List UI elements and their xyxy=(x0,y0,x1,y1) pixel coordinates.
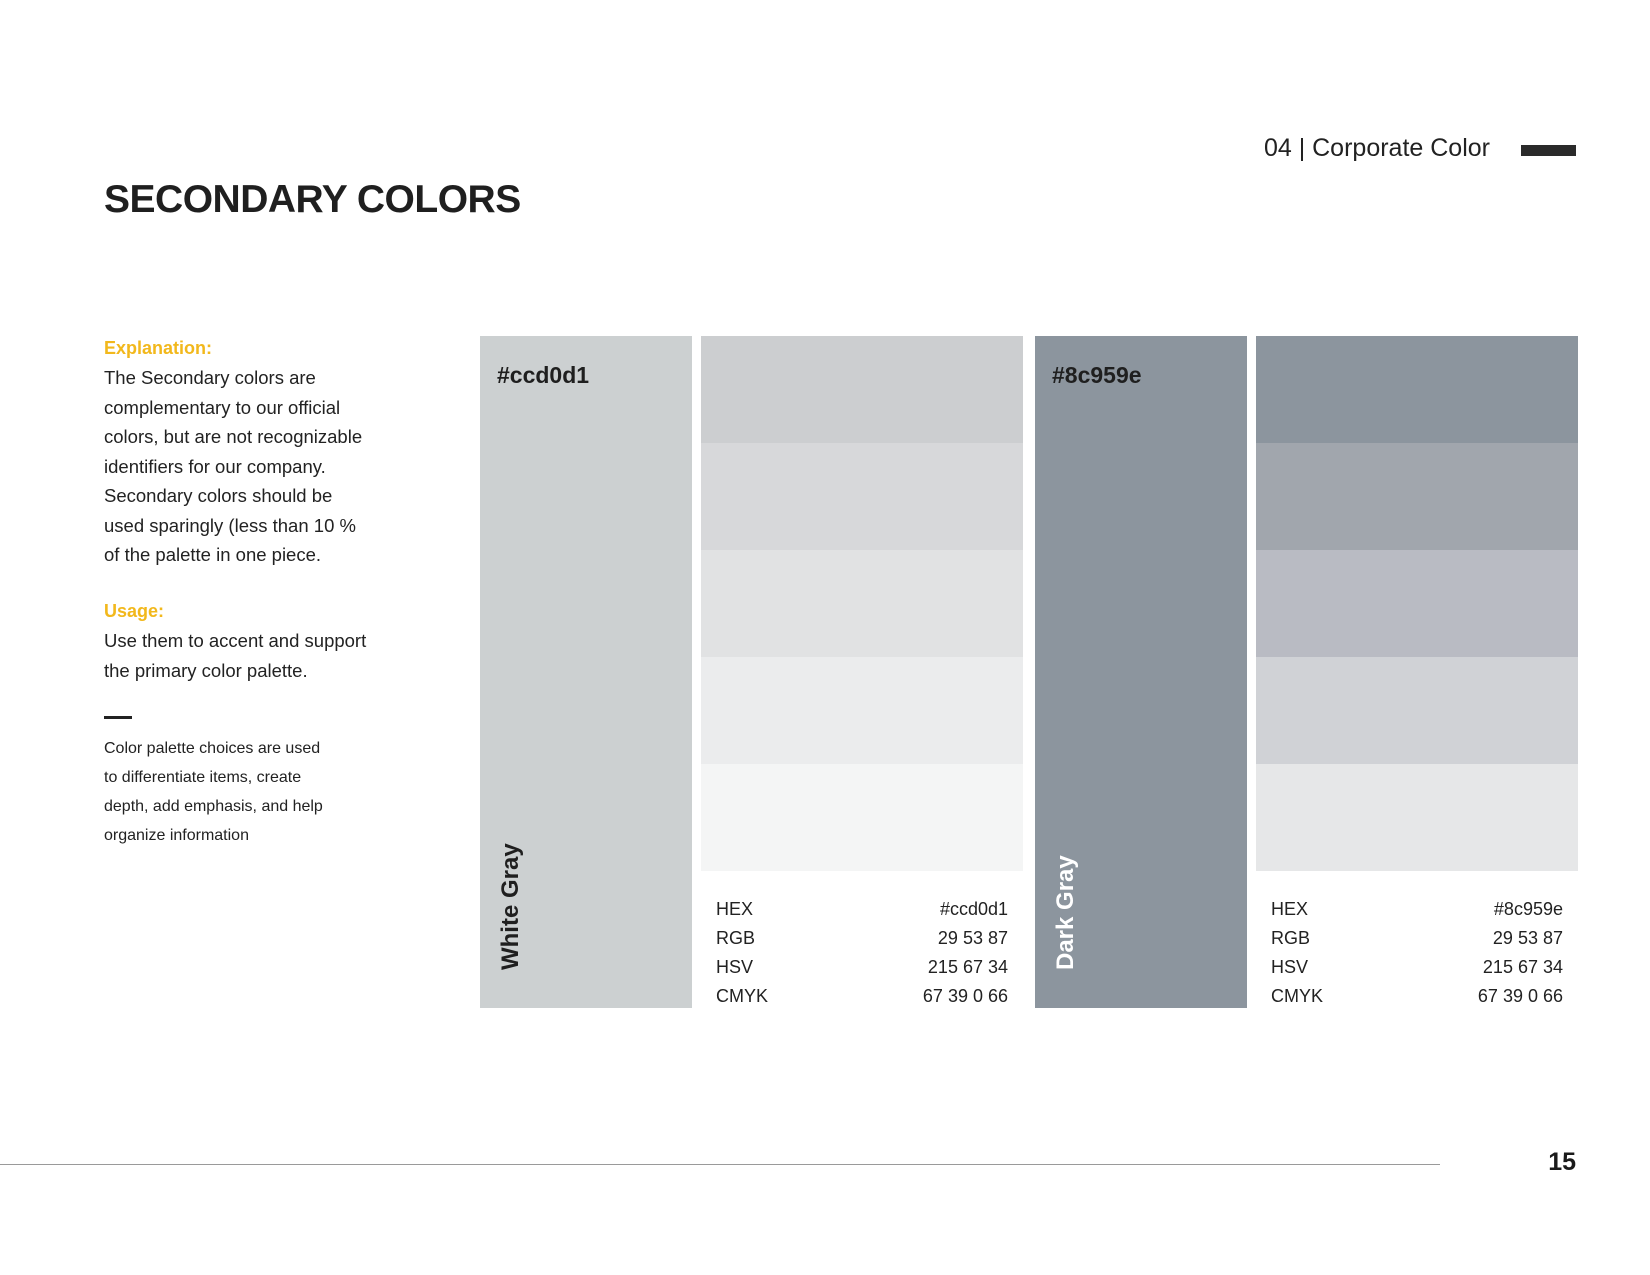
tint-stack-white-gray xyxy=(701,336,1023,871)
tint-stack-dark-gray xyxy=(1256,336,1578,871)
spec-row-cmyk: CMYK 67 39 0 66 xyxy=(716,986,1008,1006)
text-line: colors, but are not recognizable xyxy=(104,426,363,447)
swatch-hex-label: #ccd0d1 xyxy=(497,362,590,388)
spec-row-hsv: HSV 215 67 34 xyxy=(716,957,1008,977)
text-line: used sparingly (less than 10 % xyxy=(104,514,356,536)
text-line: of the palette in one piece. xyxy=(104,544,322,565)
color-swatch-white-gray: #ccd0d1 White Gray xyxy=(480,336,692,1008)
tint-80 xyxy=(1256,443,1578,550)
section-label: 04 | Corporate Color xyxy=(1263,134,1490,162)
usage-block xyxy=(104,599,404,685)
usage-text xyxy=(104,626,404,685)
text-line: organize information xyxy=(104,827,249,844)
text-line: identifiers for our company. xyxy=(104,455,326,477)
text-line: depth, add emphasis, and help xyxy=(104,798,323,815)
spec-row-hex: HEX #ccd0d1 xyxy=(716,899,1008,919)
color-swatch-dark-gray: #8c959e Dark Gray xyxy=(1035,336,1247,1008)
tint-80 xyxy=(701,443,1023,550)
text-line: the primary color palette. xyxy=(104,659,308,681)
spec-row-cmyk: CMYK 67 39 0 66 xyxy=(1271,986,1563,1006)
page-title: SECONDARY COLORS xyxy=(104,178,521,221)
tint-100 xyxy=(701,336,1023,443)
tint-40 xyxy=(701,657,1023,764)
text-line: Secondary colors should be xyxy=(104,485,333,506)
note-text xyxy=(104,734,404,850)
text-line: complementary to our official xyxy=(104,396,341,418)
tint-40 xyxy=(1256,657,1578,764)
tint-20 xyxy=(701,764,1023,871)
spec-row-rgb: RGB 29 53 87 xyxy=(716,928,1008,948)
tint-20 xyxy=(1256,764,1578,871)
spec-row-hex: HEX #8c959e xyxy=(1271,899,1563,919)
explanation-label: Explanation: xyxy=(104,338,213,358)
swatch-hex-label: #8c959e xyxy=(1052,362,1142,388)
tint-60 xyxy=(701,550,1023,657)
text-line: The Secondary colors are xyxy=(104,367,316,388)
explanation-text xyxy=(104,363,404,570)
usage-label: Usage: xyxy=(104,601,165,621)
explanation-block xyxy=(104,336,404,570)
spec-table-dark-gray xyxy=(1271,895,1563,1011)
text-line: to differentiate items, create xyxy=(104,769,302,786)
text-line: Color palette choices are used xyxy=(104,740,321,757)
footer-rule xyxy=(0,1164,1440,1165)
page-number: 15 xyxy=(1548,1148,1576,1176)
tint-60 xyxy=(1256,550,1578,657)
tint-100 xyxy=(1256,336,1578,443)
spec-row-rgb: RGB 29 53 87 xyxy=(1271,928,1563,948)
divider-dash xyxy=(104,716,132,719)
spec-row-hsv: HSV 215 67 34 xyxy=(1271,957,1563,977)
spec-table-white-gray xyxy=(716,895,1008,1011)
text-line: Use them to accent and support xyxy=(104,630,367,651)
section-rule xyxy=(1521,145,1576,156)
